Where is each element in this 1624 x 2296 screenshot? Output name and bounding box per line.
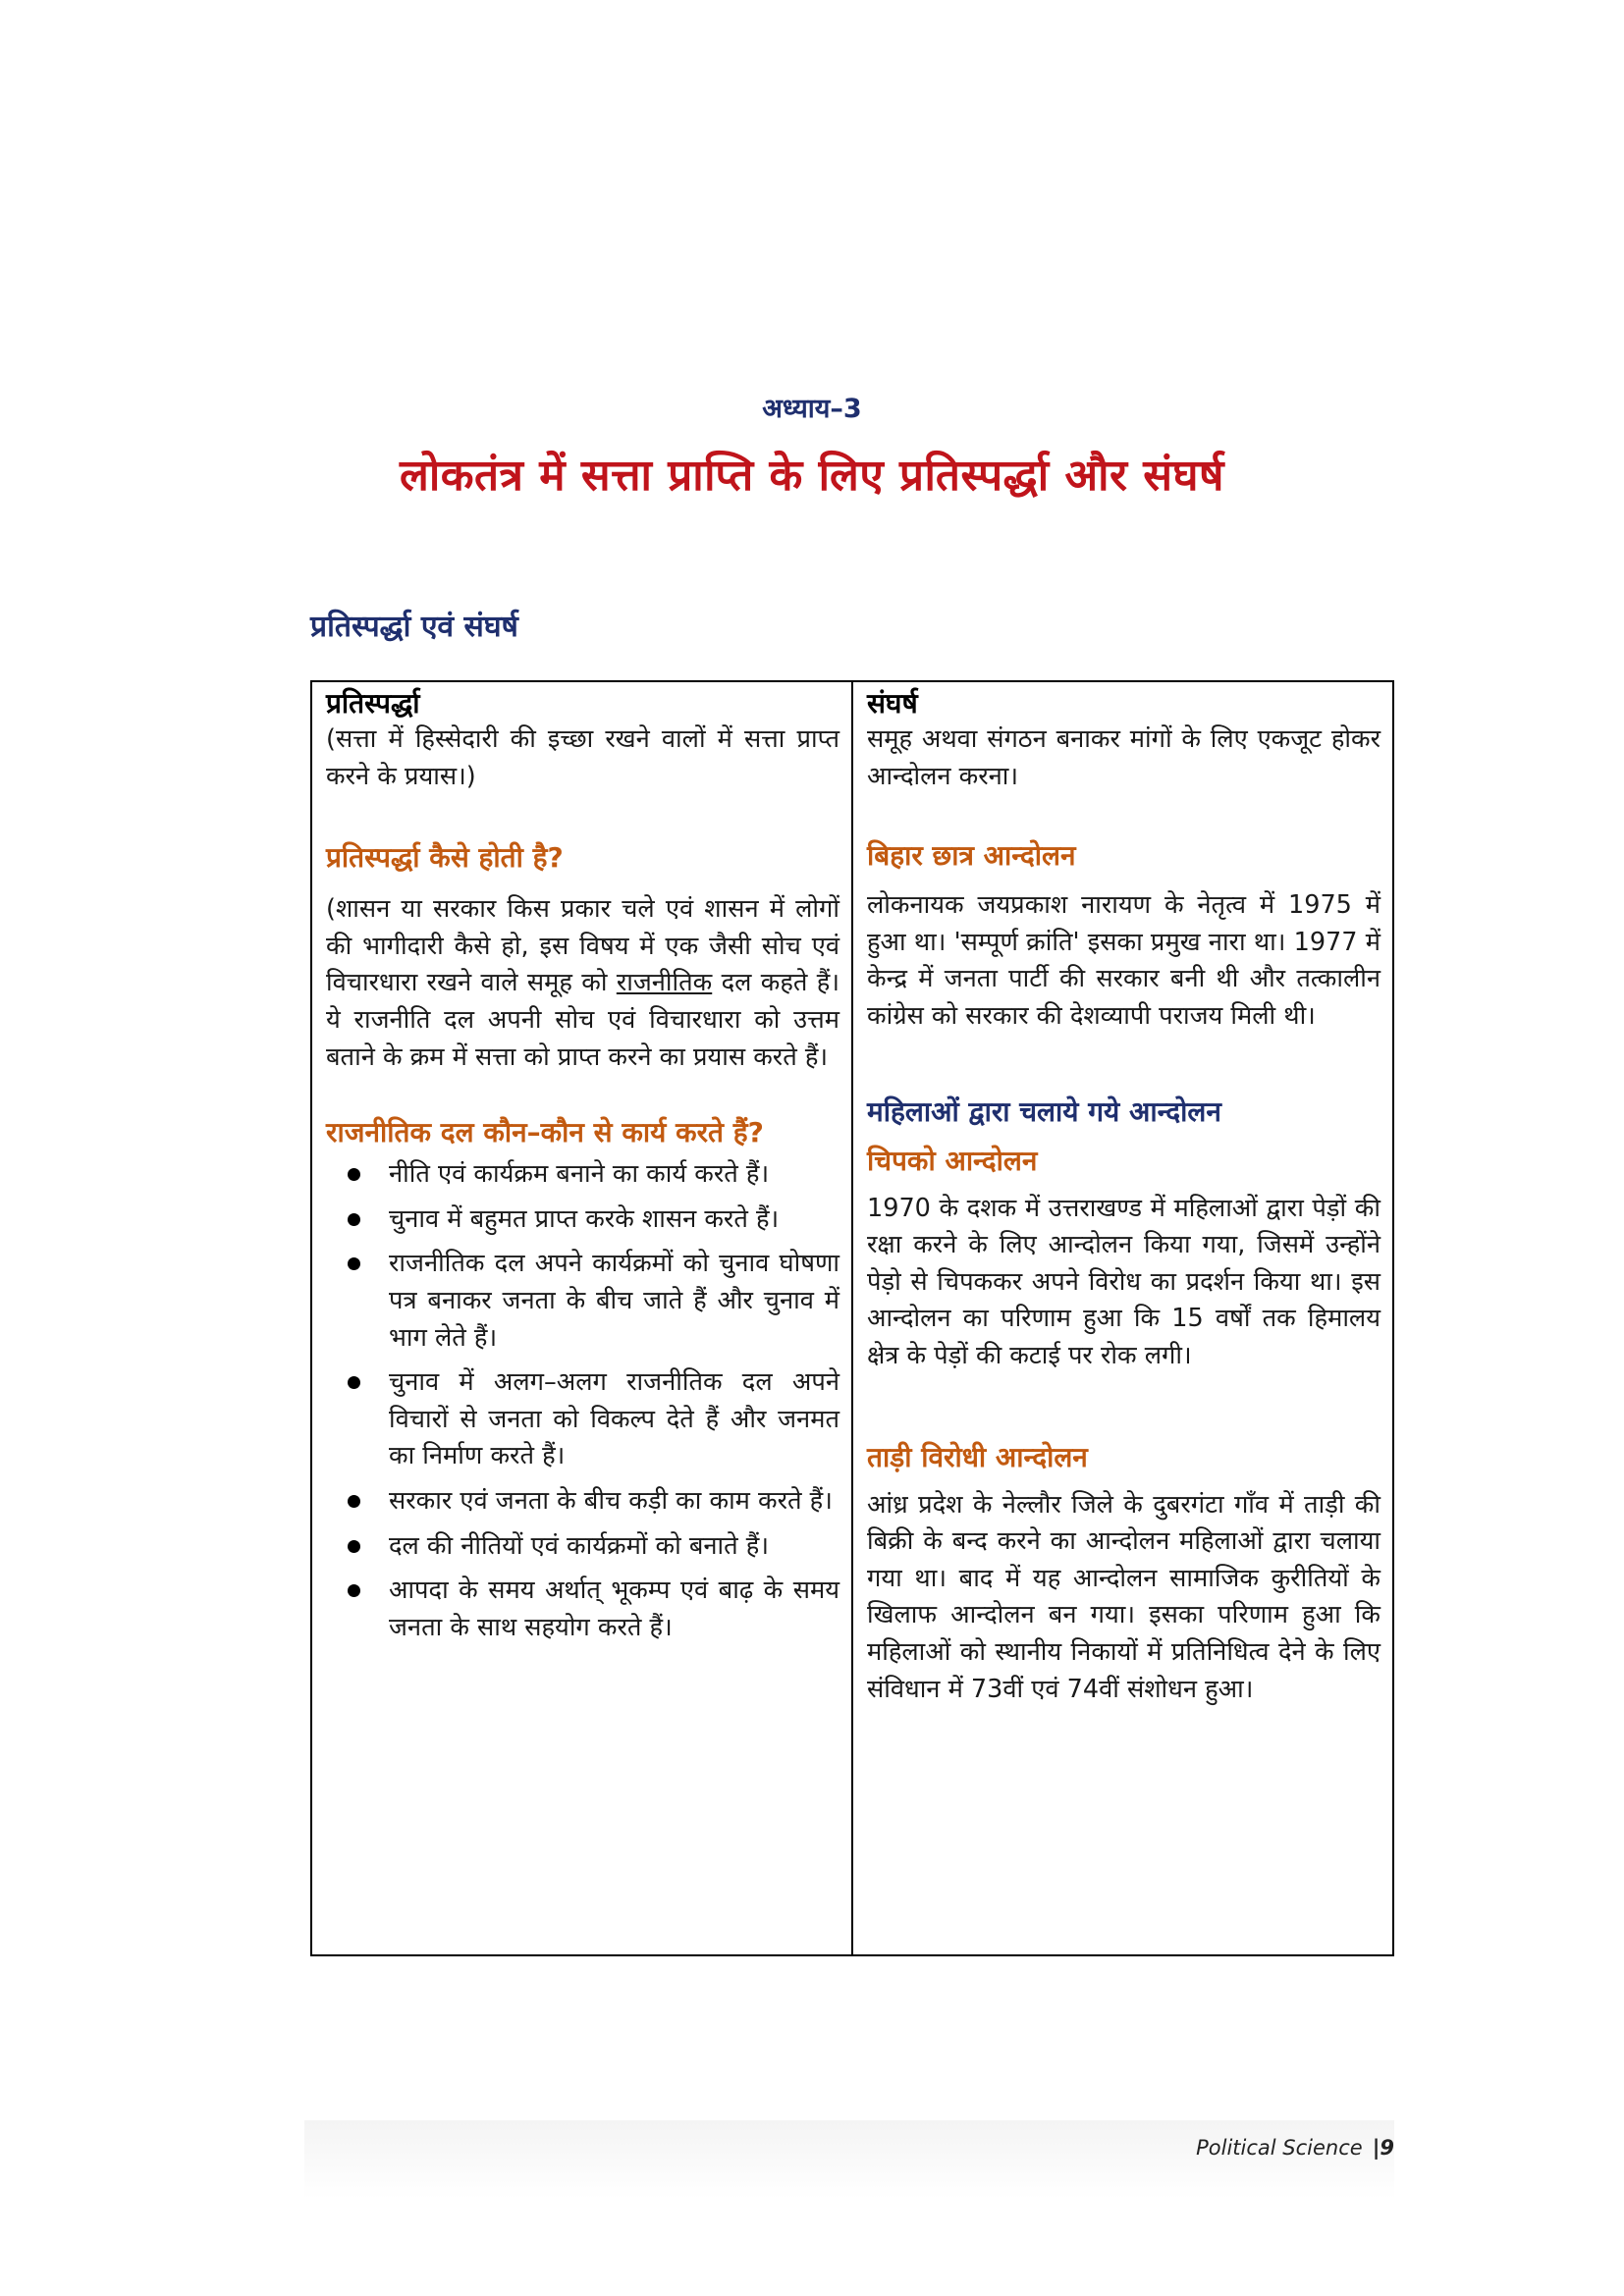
competition-intro: (सत्ता में हिस्सेदारी की इच्छा रखने वालों में सत्ता प्राप्त करने के प्रयास।): [326, 724, 839, 791]
list-item: [326, 1156, 839, 1194]
competition-title: प्रतिस्पर्द्धा: [326, 687, 420, 720]
women-movements-heading: महिलाओं द्वारा चलाये गये आन्दोलन: [867, 1095, 1221, 1128]
anti-arrack-movement-heading: ताड़ी विरोधी आन्दोलन: [867, 1440, 1088, 1473]
list-item-text: सरकार एवं जनता के बीच कड़ी का काम करते हैं।: [389, 1485, 833, 1516]
page-number: 9: [1380, 2136, 1394, 2160]
page-footer: [1196, 2136, 1394, 2160]
bullet-icon: [348, 1168, 360, 1181]
bihar-movement-text: लोकनायक जयप्रकाश नारायण के नेतृत्व में 1975 में हुआ था। 'सम्पूर्ण क्रांति' इसका प्रमुख नारा था। 1977 में केन्द्र में जनता पार्टी की सरकार बनी थी और तत्कालीन कांग्रेस को सरकार की देशव्यापी पराजय मिली थी।: [867, 890, 1380, 1031]
party-functions-heading: राजनीतिक दल कौन–कौन से कार्य करते हैं?: [326, 1116, 764, 1149]
list-item-text: नीति एवं कार्यक्रम बनाने का कार्य करते हैं।: [389, 1159, 770, 1190]
bullet-icon: [348, 1376, 360, 1389]
bihar-movement-heading: बिहार छात्र आन्दोलन: [867, 839, 1076, 873]
list-item: [326, 1483, 839, 1521]
list-item: [326, 1201, 839, 1239]
struggle-title: संघर्ष: [867, 687, 918, 720]
how-text-start: (शासन या सरकार किस प्रकार चले एवं शासन में लोगों की भागीदारी कैसे हो, इस विषय में एक जैसी सोच एवं विचारधारा रखने वाले समूह को: [326, 894, 839, 998]
bullet-icon: [348, 1540, 360, 1553]
bullet-icon: [348, 1257, 360, 1270]
anti-arrack-movement-text: आंध्र प्रदेश के नेल्लौर जिले के दुबरगंटा गॉंव में ताड़ी की बिक्री के बन्द करने का आन्दोलन महिलाओं द्वारा चलाया गया था। बाद में यह आन्दोलन सामाजिक कुरीतियों के खिलाफ आन्दोलन बन गया। इसका परिणाम हुआ कि महिलाओं को स्थानीय निकायों में प्रतिनिधित्व देने के लिए संविधान में 73वीं एवं 74वीं संशोधन हुआ।: [867, 1489, 1380, 1704]
section-heading: प्रतिस्पर्द्धा एवं संघर्ष: [310, 610, 518, 644]
bullet-icon: [348, 1584, 360, 1597]
party-functions-list: [326, 1156, 839, 1646]
political-term: राजनीतिक: [616, 968, 713, 998]
struggle-intro: समूह अथवा संगठन बनाकर मांगों के लिए एकजूट होकर आन्दोलन करना।: [867, 724, 1380, 791]
list-item: [326, 1573, 839, 1646]
chapter-label: अध्याय–3: [762, 394, 862, 424]
chipko-movement-text: 1970 के दशक में उत्तराखण्ड में महिलाओं द्वारा पेड़ों की रक्षा करने के लिए आन्दोलन किया गया, जिसमें उन्होंने पेड़ो से चिपककर अपने विरोध का प्रदर्शन किया था। इस आन्दोलन का परिणाम हुआ कि 15 वर्षों तक हिमालय क्षेत्र के पेड़ों की कटाई पर रोक लगी।: [867, 1193, 1380, 1370]
bullet-icon: [348, 1213, 360, 1226]
list-item-text: दल की नीतियों एवं कार्यक्रमों को बनाते हैं।: [389, 1530, 769, 1561]
list-item: [326, 1364, 839, 1475]
chipko-movement-heading: चिपको आन्दोलन: [867, 1144, 1038, 1177]
list-item-text: चुनाव में बहुमत प्राप्त करके शासन करते हैं।: [389, 1203, 780, 1234]
list-item-text: आपदा के समय अर्थात् भूकम्प एवं बाढ़ के समय जनता के साथ सहयोग करते हैं।: [389, 1575, 839, 1642]
competition-column: [312, 682, 853, 1954]
how-competition-text: [326, 891, 839, 1076]
bullet-icon: [348, 1495, 360, 1508]
list-item-text: राजनीतिक दल अपने कार्यक्रमों को चुनाव घोषणा पत्र बनाकर जनता के बीच जाते हैं और चुनाव में भाग लेते हैं।: [389, 1249, 839, 1353]
how-competition-heading: प्रतिस्पर्द्धा कैसे होती है?: [326, 841, 564, 875]
chapter-title: लोकतंत्र में सत्ता प्राप्ति के लिए प्रतिस्पर्द्धा और संघर्ष: [400, 451, 1224, 501]
how-text-end: दल कहते हैं। ये राजनीति दल अपनी सोच एवं विचारधारा को उत्तम बताने के क्रम में सत्ता को प्राप्त करने का प्रयास करते हैं।: [326, 968, 839, 1072]
list-item: [326, 1246, 839, 1357]
footer-separator: |: [1372, 2136, 1380, 2160]
list-item-text: चुनाव में अलग–अलग राजनीतिक दल अपने विचारों से जनता को विकल्प देते हैं और जनमत का निर्माण करते हैं।: [389, 1367, 839, 1471]
comparison-table: [310, 680, 1394, 1956]
footer-subject: Political Science: [1196, 2136, 1363, 2160]
struggle-column: [853, 682, 1392, 1954]
footer-band: [304, 2120, 1394, 2199]
list-item: [326, 1528, 839, 1566]
